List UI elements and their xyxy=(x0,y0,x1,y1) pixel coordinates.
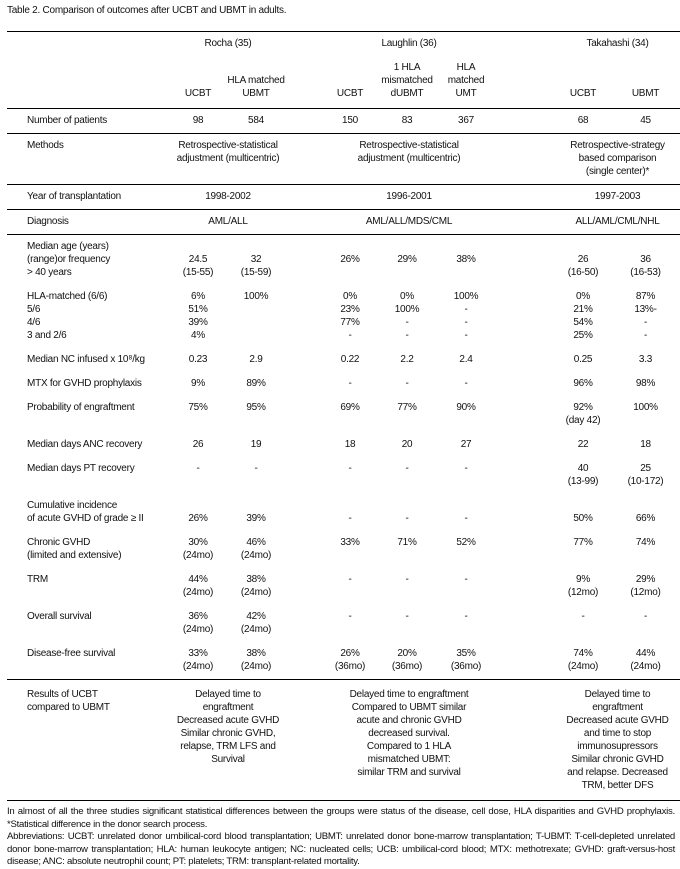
table-cell: 0% 23% 77% - xyxy=(340,291,360,341)
table-cell: 2.4 xyxy=(459,354,473,365)
table-cell: 33% (24mo) xyxy=(170,642,226,680)
table-row xyxy=(7,235,680,286)
table-cell: 25 (10-172) xyxy=(627,463,664,487)
footnote-statistics: In almost of all the three studies significant statistical differences between the groups were status of the disease, cell dose, HLA disparities and GVHD prophylaxis. *Statistical difference in the donor search process. xyxy=(7,806,675,830)
table-cell: 77% xyxy=(573,537,593,548)
table-cell: - xyxy=(464,463,468,474)
table-cell: 36% (24mo) xyxy=(182,611,214,635)
row-label: Median NC infused x 10⁸/kg xyxy=(27,354,145,365)
row-label: Cumulative incidence of acute GVHD of grade ≥ II xyxy=(27,500,144,524)
table-row xyxy=(7,372,680,396)
table-cell: 36 (16-53) xyxy=(630,254,661,278)
table-cell: 24.5 (15-55) xyxy=(182,254,214,278)
table-cell: 89% xyxy=(246,378,266,389)
table-cell: - xyxy=(348,378,352,389)
table-row xyxy=(7,433,680,457)
table-cell: - xyxy=(405,378,409,389)
table-cell: 20 xyxy=(401,439,413,450)
table-cell: 26 (16-50) xyxy=(567,254,599,278)
span-cell: 1997-2003 xyxy=(555,185,680,210)
table-cell: 92% (day 42) xyxy=(565,402,601,426)
table-cell: 2.2 xyxy=(400,354,414,365)
table-cell: - xyxy=(464,513,468,524)
table-cell: 52% xyxy=(456,537,476,548)
table-cell: 69% xyxy=(340,402,360,413)
row-label: MTX for GVHD prophylaxis xyxy=(27,378,142,389)
table-cell: - xyxy=(348,574,352,585)
table-cell: 66% xyxy=(635,513,656,524)
group-header-row xyxy=(7,32,680,59)
table-cell: 45 xyxy=(611,109,680,134)
table-cell: 0% 21% 54% 25% xyxy=(573,291,593,341)
subheader: HLA matched UBMT xyxy=(226,58,286,109)
table-cell: - xyxy=(581,611,585,622)
row-label: HLA-matched (6/6) 5/6 4/6 3 and 2/6 xyxy=(27,291,108,341)
table-cell: 44% (24mo) xyxy=(182,574,214,598)
span-cell: ALL/AML/CML/NHL xyxy=(555,210,680,235)
table-cell: - xyxy=(405,574,409,585)
table-cell: 46% (24mo) xyxy=(240,537,272,561)
table-cell: 584 xyxy=(226,109,286,134)
table-cell: - xyxy=(405,513,409,524)
table-cell: 38% (24mo) xyxy=(226,642,286,680)
row-label: Methods xyxy=(7,134,170,185)
table-cell: - xyxy=(254,463,258,474)
table-row xyxy=(7,285,680,348)
table-row xyxy=(7,210,680,235)
table-cell: - xyxy=(405,463,409,474)
group-takahashi: Takahashi (34) xyxy=(555,32,680,59)
table-row xyxy=(7,134,680,185)
table-cell: 0.23 xyxy=(188,354,208,365)
row-label: Number of patients xyxy=(7,109,170,134)
table-cell: - xyxy=(348,463,352,474)
row-label: Median days PT recovery xyxy=(27,463,135,474)
span-cell: Delayed time to engraftment Decreased acute GVHD Similar chronic GVHD, relapse, TRM LFS and Survival xyxy=(170,680,286,801)
row-label: Diagnosis xyxy=(7,210,170,235)
table-cell: 367 xyxy=(436,109,496,134)
table-cell: 71% xyxy=(397,537,417,548)
table-cell: 95% xyxy=(246,402,266,413)
table-cell: 42% (24mo) xyxy=(240,611,272,635)
table-cell: 0.22 xyxy=(340,354,360,365)
span-cell: Retrospective-strategy based comparison (single center)* xyxy=(555,134,680,185)
span-cell: AML/ALL xyxy=(170,210,286,235)
table-cell: 26% xyxy=(188,513,208,524)
table-row xyxy=(7,605,680,642)
table-cell: 6% 51% 39% 4% xyxy=(188,291,208,341)
table-cell: 18 xyxy=(344,439,356,450)
table-cell: 3.3 xyxy=(638,354,653,365)
table-cell: 29% xyxy=(397,254,417,265)
subheader-row xyxy=(7,58,680,109)
table-cell: 150 xyxy=(322,109,378,134)
table-cell: 9% xyxy=(191,378,205,389)
row-label: Median days ANC recovery xyxy=(27,439,143,450)
table-cell: - xyxy=(196,463,200,474)
table-cell: 74% xyxy=(635,537,656,548)
table-cell: - xyxy=(464,611,468,622)
table-cell: 98% xyxy=(635,378,656,389)
footnote-abbreviations: Abbreviations: UCBT: unrelated donor umbilical-cord blood transplantation; UBMT: unrelated donor bone-marrow transplantation; T-UBMT: T-cell-depleted unrelated donor bone-marrow transplantation; HLA: human leukocyte antigen; NC: nucleated cells; UCB: umbilical-cord blood; MTX: methotrexate; GVHD: graft-versus-host disease; ANC: absolute neutrophil count; PT: platelets; TRM: transplant-related mortality. xyxy=(7,831,675,867)
table-cell: 30% (24mo) xyxy=(182,537,214,561)
span-cell: AML/ALL/MDS/CML xyxy=(322,210,496,235)
table-cell: 20% (36mo) xyxy=(378,642,436,680)
table-row xyxy=(7,348,680,372)
table-cell: 29% (12mo) xyxy=(630,574,661,598)
row-label: Year of transplantation xyxy=(7,185,170,210)
row-label: Overall survival xyxy=(27,611,92,622)
span-cell: Delayed time to engraftment Compared to UBMT similar acute and chronic GVHD decreased survival. Compared to 1 HLA mismatched UBMT: similar TRM and survival xyxy=(322,680,496,801)
table-cell: 32 (15-59) xyxy=(240,254,272,278)
table-cell: 38% xyxy=(456,254,476,265)
table-cell: 100% xyxy=(633,402,658,413)
table-cell: 0.25 xyxy=(573,354,593,365)
table-row xyxy=(7,185,680,210)
subheader: HLA matched UMT xyxy=(436,58,496,109)
table-row xyxy=(7,396,680,433)
table-cell: 96% xyxy=(573,378,593,389)
span-cell: 1998-2002 xyxy=(170,185,286,210)
table-cell: 77% xyxy=(397,402,417,413)
table-cell: 50% xyxy=(573,513,593,524)
table-cell: 0% 100% - - xyxy=(394,291,420,341)
row-label: Chronic GVHD (limited and extensive) xyxy=(27,537,122,561)
subheader: UBMT xyxy=(611,58,680,109)
table-cell: 35% (36mo) xyxy=(436,642,496,680)
table-cell: 39% xyxy=(246,513,266,524)
table-cell: 74% (24mo) xyxy=(555,642,611,680)
table-cell: - xyxy=(405,611,409,622)
table-cell: 40 (13-99) xyxy=(567,463,599,487)
table-cell: 87% 13%- - - xyxy=(634,291,657,341)
table-row xyxy=(7,457,680,494)
table-cell: - xyxy=(464,574,468,585)
table-row xyxy=(7,642,680,680)
table-cell: 18 xyxy=(640,439,651,450)
table-cell: 26% (36mo) xyxy=(322,642,378,680)
table-row xyxy=(7,531,680,568)
table-cell: 19 xyxy=(250,439,262,450)
row-label: Disease-free survival xyxy=(7,642,170,680)
subheader: UCBT xyxy=(170,58,226,109)
table-cell: 100% - - - xyxy=(453,291,479,341)
table-cell: 38% (24mo) xyxy=(240,574,272,598)
table-cell: 90% xyxy=(456,402,476,413)
table-row xyxy=(7,568,680,605)
table-caption: Table 2. Comparison of outcomes after UCBT and UBMT in adults. xyxy=(7,5,287,16)
table-cell: - xyxy=(348,611,352,622)
span-cell: Delayed time to engraftment Decreased acute GVHD and time to stop immunosupressors Similar chronic GVHD and relapse. Decreased TRM, better DFS xyxy=(555,680,680,801)
table-cell: 100% xyxy=(243,291,269,302)
table-cell: 26 xyxy=(192,439,204,450)
table-cell: 33% xyxy=(340,537,360,548)
table-cell: 26% xyxy=(340,254,360,265)
table-cell: - xyxy=(464,378,468,389)
span-cell: Retrospective-statistical adjustment (multicentric) xyxy=(322,134,496,185)
table-cell: 27 xyxy=(460,439,472,450)
group-rocha: Rocha (35) xyxy=(170,32,286,59)
table-cell: - xyxy=(643,611,648,622)
subheader: 1 HLA mismatched dUBMT xyxy=(378,58,436,109)
table-cell: 2.9 xyxy=(249,354,263,365)
table-cell: 75% xyxy=(188,402,208,413)
table-cell: 83 xyxy=(378,109,436,134)
subheader: UCBT xyxy=(322,58,378,109)
table-cell: 9% (12mo) xyxy=(567,574,599,598)
span-cell: Retrospective-statistical adjustment (multicentric) xyxy=(170,134,286,185)
outcomes-table xyxy=(7,31,680,801)
row-label: Median age (years) (range)or frequency > 40 years xyxy=(27,241,111,278)
row-label: Probability of engraftment xyxy=(27,402,135,413)
table-cell: 22 xyxy=(577,439,589,450)
row-label: Results of UCBT compared to UBMT xyxy=(7,680,170,801)
table-cell: 44% (24mo) xyxy=(611,642,680,680)
table-cell: - xyxy=(348,513,352,524)
table-cell: 68 xyxy=(555,109,611,134)
table-row xyxy=(7,109,680,134)
subheader: UCBT xyxy=(555,58,611,109)
footnotes xyxy=(7,806,675,869)
group-laughlin: Laughlin (36) xyxy=(322,32,496,59)
table-row xyxy=(7,680,680,801)
span-cell: 1996-2001 xyxy=(322,185,496,210)
table-row xyxy=(7,494,680,531)
table-cell: 98 xyxy=(170,109,226,134)
row-label: TRM xyxy=(27,574,48,585)
